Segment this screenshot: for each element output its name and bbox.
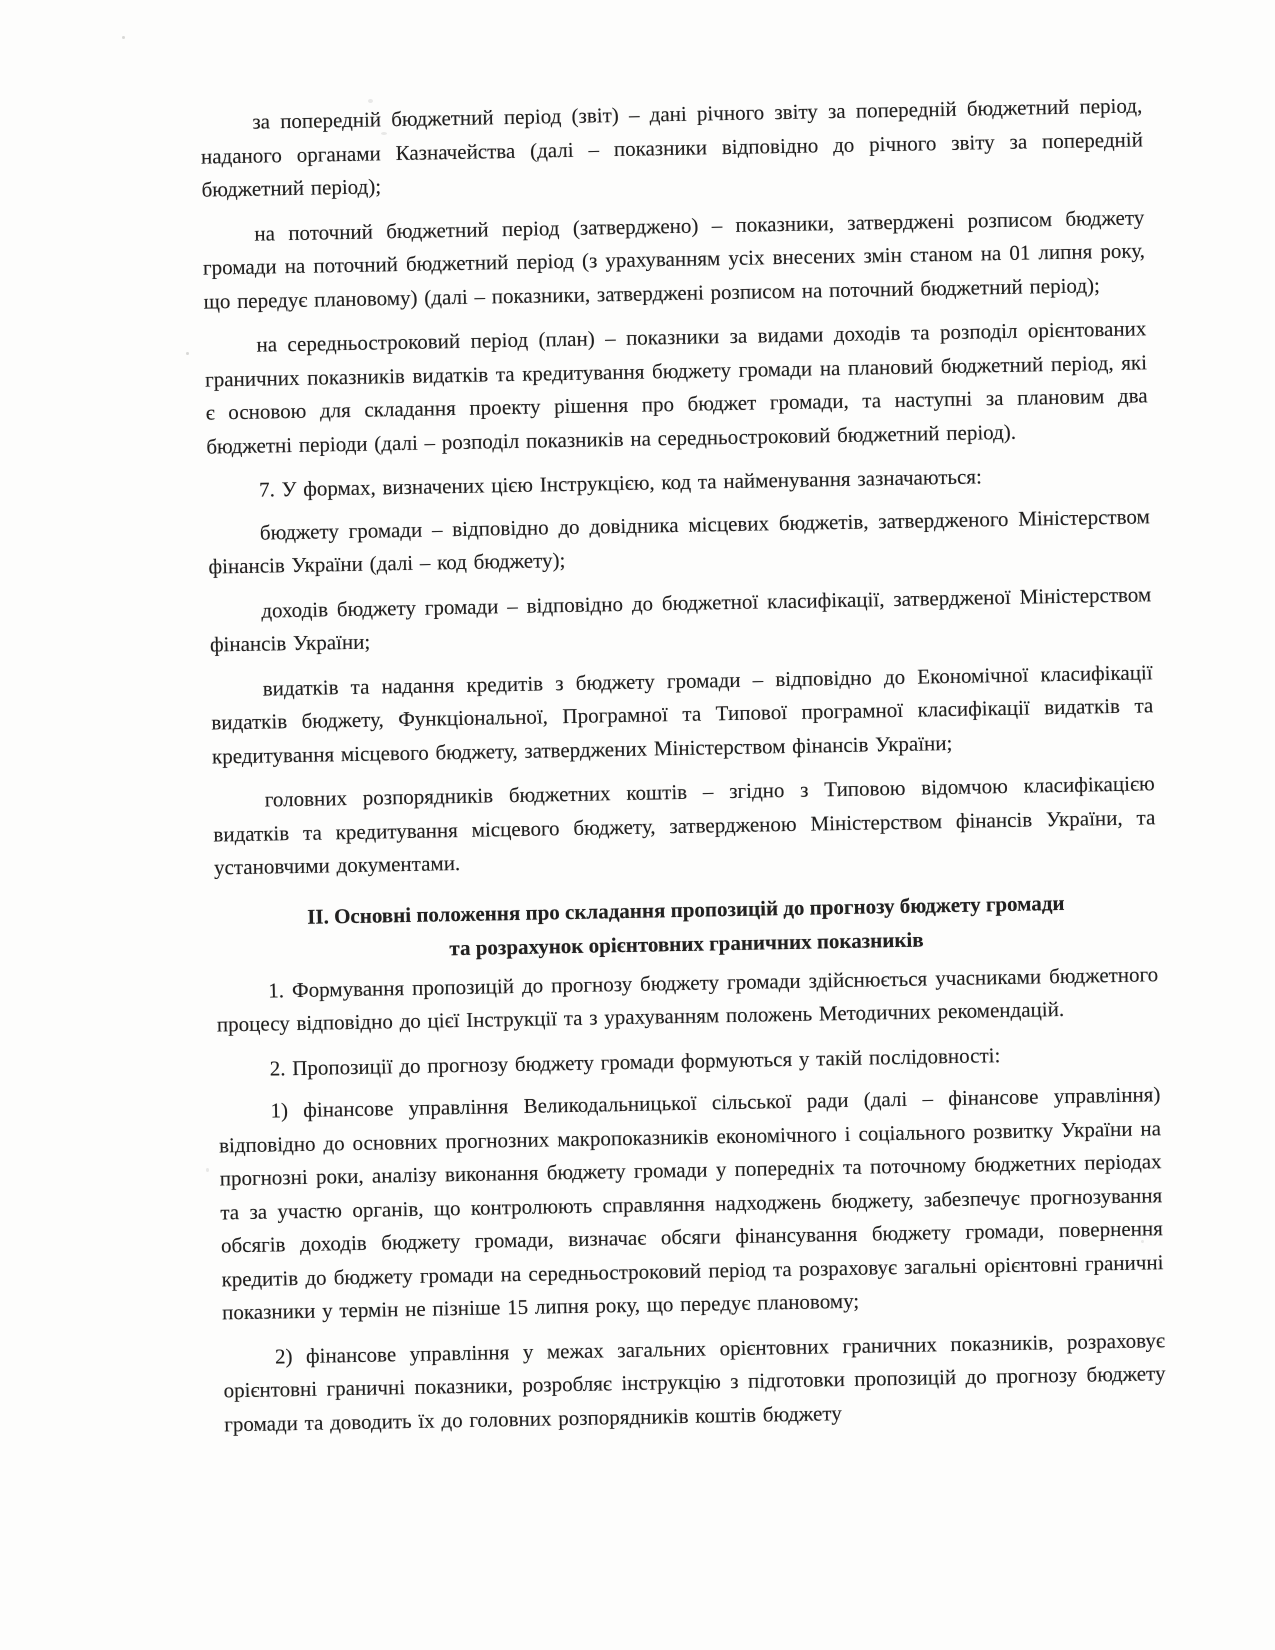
section2-heading-line1: ІІ. Основні положення про складання пропозицій до прогнозу бюджету громади xyxy=(307,890,1065,929)
scan-speck xyxy=(206,1168,209,1172)
paragraph-clause7-intro: 7. У формах, визначених цією Інструкцією, код та найменування зазначаються: xyxy=(258,464,983,502)
section2-heading xyxy=(215,884,1158,969)
paragraph-definition-report-period: за попередній бюджетний період (звіт) – дані річного звіту за попередній бюджетний період, наданого органами Казначейства (далі – показники відповідно до річного звіту за попередній бюджетний період); xyxy=(200,93,1144,202)
section2-heading-line2: та розрахунок орієнтовних граничних показників xyxy=(449,927,924,960)
paragraph-section2-subitem2: 2) фінансове управління у межах загальних орієнтовних граничних показників, розраховує орієнтовні граничні показники, розробляє інструкцію з підготовки пропозицій до прогнозу бюджету громади та доводить їх до головних розпорядників коштів бюджету xyxy=(223,1327,1166,1436)
scan-speck xyxy=(122,36,125,39)
scan-speck xyxy=(186,352,189,355)
document-text-block xyxy=(200,89,1167,1452)
paragraph-clause7-expenditures: видатків та надання кредитів з бюджету громади – відповідно до Економічної класифікації видатків бюджету, Функціональної, Програмної та Типової програмної класифікації видатків та кредитування місцевого бюджету, затверджених Міністерством фінансів України; xyxy=(211,659,1154,769)
paragraph-section2-subitem1: 1) фінансове управління Великодальницької сільської ради (далі – фінансове управління) відповідно до основних прогнозних макропоказників економічного і соціального розвитку України на прогнозні роки, аналізу виконання бюджету громади у попередніх та поточному бюджетних періодах та за участю органів, що контролюють справляння надходжень бюджету, забезпечує прогнозування обсягів доходів бюджету громади, визначає обсяги фінансування бюджету громади, повернення кредитів до бюджету громади на середньостроковий період та розраховує загальні орієнтовні граничні показники у термін не пізніше 15 липня року, що передує плановому; xyxy=(218,1082,1164,1325)
paragraph-section2-item2: 2. Пропозиції до прогнозу бюджету громади формуються у такій послідовності: xyxy=(269,1042,1001,1081)
paragraph-section2-item1: 1. Формування пропозицій до прогнозу бюджету громади здійснюється учасниками бюджетного процесу відповідно до цієї Інструкції та з урахуванням положень Методичних рекомендацій. xyxy=(216,961,1159,1037)
paragraph-clause7-revenues: доходів бюджету громади – відповідно до бюджетної класифікації, затвердженої Міністерством фінансів України; xyxy=(209,581,1152,657)
scan-speck xyxy=(368,99,373,103)
paragraph-clause7-spending-units: головних розпорядників бюджетних коштів – згідно з Типовою відомчою класифікацією видатків та кредитування місцевого бюджету, затвердженою Міністерством фінансів України, та установчими документами. xyxy=(213,771,1156,880)
paragraph-definition-midterm-plan: на середньостроковий період (план) – показники за видами доходів та розподіл орієнтованих граничних показників видатків та кредитування бюджету громади на плановий бюджетний період, які є основою для складання проекту рішення про бюджет громади, та наступні за плановим два бюджетні періоди (далі – розподіл показників на середньостроковий бюджетний період). xyxy=(204,316,1148,459)
paragraph-clause7-budget-code: бюджету громади – відповідно до довідника місцевих бюджетів, затвердженого Міністерством фінансів України (далі – код бюджету); xyxy=(208,503,1150,579)
paragraph-definition-approved-period: на поточний бюджетний період (затверджено) – показники, затверджені розписом бюджету громади на поточний бюджетний період (з урахуванням усіх внесених змін станом на 01 липня року, що передує плановому) (далі – показники, затверджені розписом на поточний бюджетний період); xyxy=(202,204,1146,314)
